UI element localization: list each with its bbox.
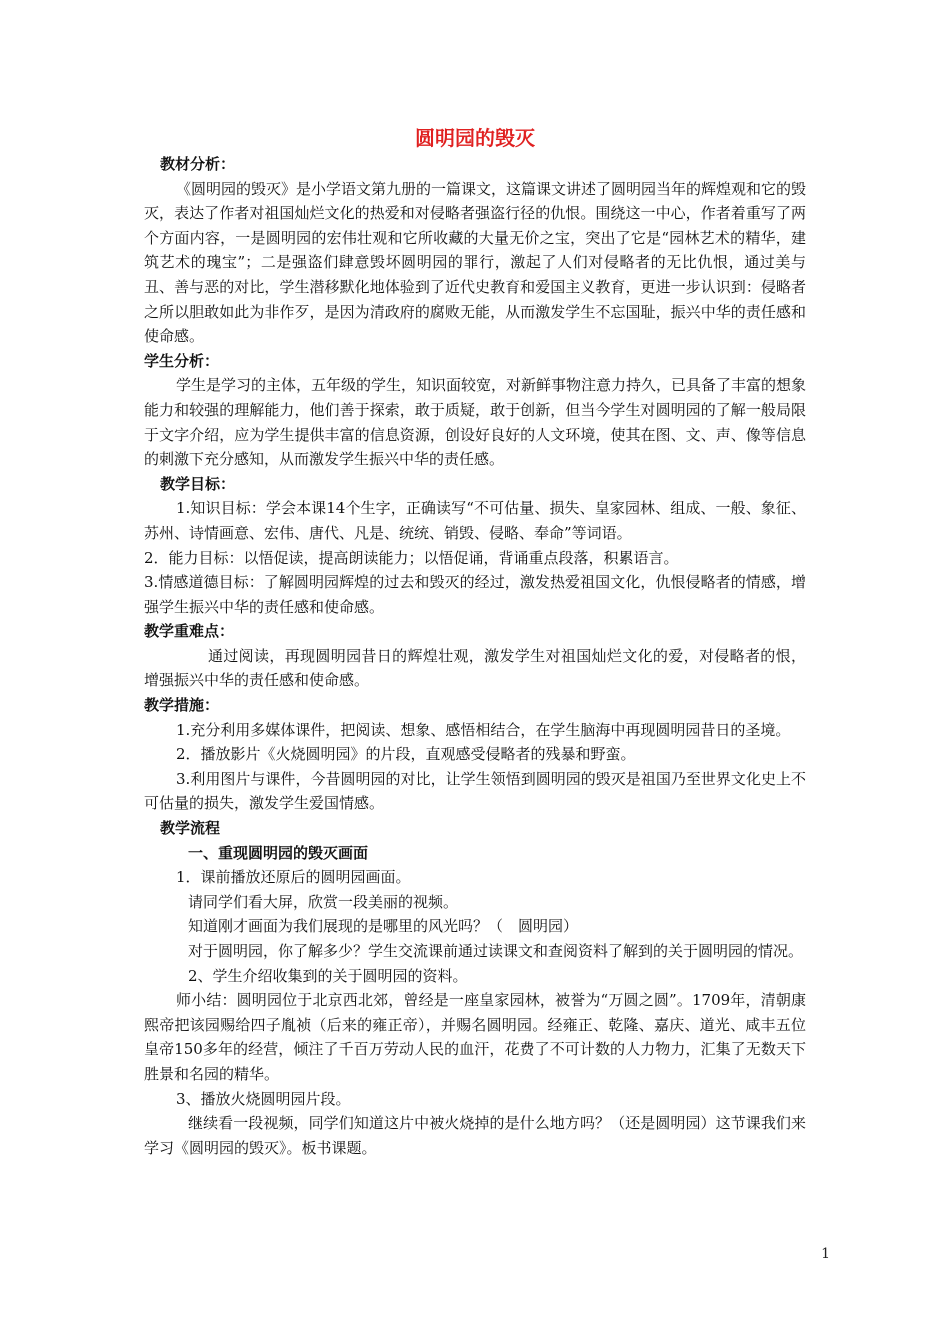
process-paragraph-5: 2、学生介绍收集到的关于圆明园的资料。 <box>188 966 468 985</box>
process-paragraph-3: 知道刚才画面为我们展现的是哪里的风光吗？（ 圆明园） <box>188 917 579 936</box>
paragraph-key-points: 通过阅读，再现圆明园昔日的辉煌壮观，激发学生对祖国灿烂文化的爱，对侵略者的恨，增强振兴中华的责任感和使命感。 <box>144 646 806 690</box>
section-heading-key-points: 教学重难点： <box>144 622 235 641</box>
goal-ability: 2．能力目标：以悟促读，提高朗读能力；以悟促诵，背诵重点段落，积累语言。 <box>144 548 679 567</box>
document-body <box>144 152 806 1160</box>
page-number: 1 <box>821 1246 830 1262</box>
process-paragraph-6: 师小结：圆明园位于北京西北郊，曾经是一座皇家园林，被誉为“万圆之圆”。1709年，清朝康熙帝把该园赐给四子胤祯（后来的雍正帝），并赐名圆明园。经雍正、乾隆、嘉庆、道光、咸丰五位皇帝150多年的经营，倾注了千百万劳动人民的血汗，花费了不可计数的人力物力，汇集了无数天下胜景和名园的精华。 <box>144 991 806 1083</box>
section-heading-textbook-analysis: 教材分析： <box>160 155 236 173</box>
section-heading-teaching-goals: 教学目标： <box>160 474 236 493</box>
paragraph-student-analysis: 学生是学习的主体，五年级的学生，知识面较宽，对新鲜事物注意力持久，已具备了丰富的想象能力和较强的理解能力，他们善于探索，敢于质疑，敢于创新，但当今学生对圆明园的了解一般局限于文字介绍，应为学生提供丰富的信息资源，创设好良好的人文环境，使其在图、文、声、像等信息的刺激下充分感知，从而激发学生振兴中华的责任感。 <box>144 376 807 469</box>
section-heading-student-analysis: 学生分析： <box>144 351 220 370</box>
measure-2: 2．播放影片《火烧圆明园》的片段，直观感受侵略者的残暴和野蛮。 <box>176 745 636 764</box>
measure-3: 3.利用图片与课件，今昔圆明园的对比，让学生领悟到圆明园的毁灭是祖国乃至世界文化史上不可估量的损失，激发学生爱国情感。 <box>144 769 806 813</box>
process-paragraph-8: 继续看一段视频，同学们知道这片中被火烧掉的是什么地方吗？（还是圆明园）这节课我们来学习《圆明园的毁灭》。板书课题。 <box>144 1114 806 1157</box>
paragraph-textbook-analysis: 《圆明园的毁灭》是小学语文第九册的一篇课文，这篇课文讲述了圆明园当年的辉煌观和它的毁灭，表达了作者对祖国灿烂文化的热爱和对侵略者强盗行径的仇恨。围绕这一中心，作者着重写了两个方面内容，一是圆明园的宏伟壮观和它所收藏的大量无价之宝，突出了它是“园林艺术的精华，建筑艺术的瑰宝”；二是强盗们肆意毁坏圆明园的罪行，激起了人们对侵略者的无比仇恨，通过美与丑、善与恶的对比，学生潜移默化地体验到了近代史教育和爱国主义教育，更进一步认识到：侵略者之所以胆敢如此为非作歹，是因为清政府的腐败无能，从而激发学生不忘国耻，振兴中华的责任感和使命感。 <box>144 179 807 346</box>
process-paragraph-1: 1．课前播放还原后的圆明园画面。 <box>176 868 411 887</box>
section-heading-teaching-measures: 教学措施： <box>144 696 220 715</box>
process-paragraph-2: 请同学们看大屏，欣赏一段美丽的视频。 <box>188 892 459 911</box>
measure-1: 1.充分利用多媒体课件，把阅读、想象、感悟相结合，在学生脑海中再现圆明园昔日的圣境。 <box>176 720 791 739</box>
section-heading-teaching-process: 教学流程 <box>160 819 221 838</box>
goal-knowledge: 1.知识目标：学会本课14个生字，正确读写“不可估量、损失、皇家园林、组成、一般、象征、苏州、诗情画意、宏伟、唐代、凡是、统统、销毁、侵略、奉命”等词语。 <box>144 499 806 542</box>
process-paragraph-4: 对于圆明园，你了解多少？学生交流课前通过读课文和查阅资料了解到的关于圆明园的情况。 <box>188 942 804 960</box>
page-title: 圆明园的毁灭 <box>415 126 535 150</box>
subheading-step-1: 一、重现圆明园的毁灭画面 <box>188 843 369 862</box>
goal-emotion: 3.情感道德目标：了解圆明园辉煌的过去和毁灭的经过，激发热爱祖国文化，仇恨侵略者的情感，增强学生振兴中华的责任感和使命感。 <box>144 573 806 616</box>
process-paragraph-7: 3、播放火烧圆明园片段。 <box>176 1089 351 1108</box>
